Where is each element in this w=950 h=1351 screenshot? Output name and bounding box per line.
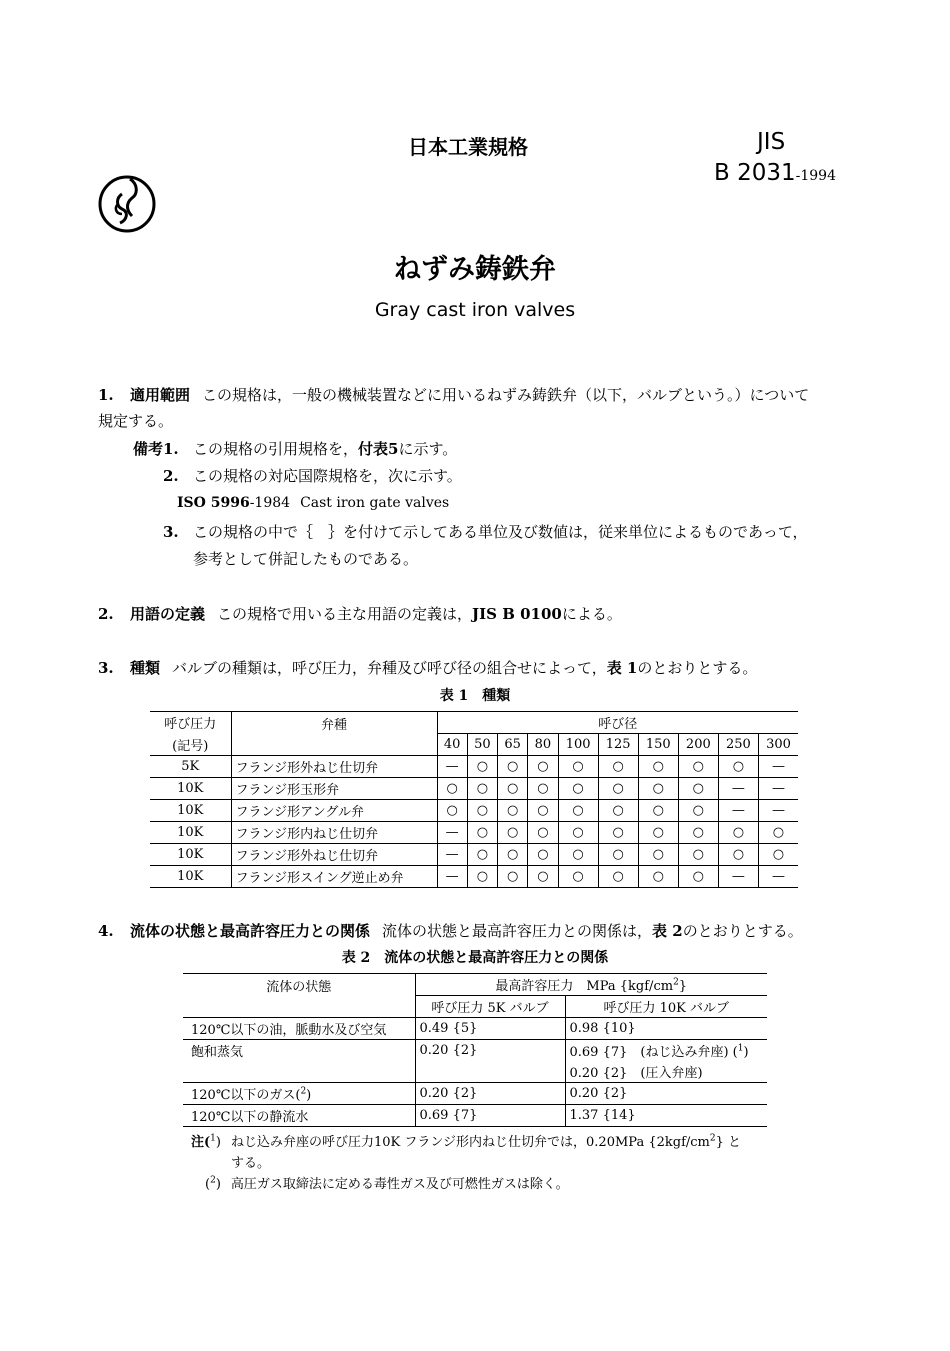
cell-pressure: 10K — [150, 844, 231, 866]
th-nominal-diameter: 呼び径 — [437, 712, 798, 734]
note-1-cont: する。 — [231, 1156, 271, 1171]
cell-availability: ○ — [638, 844, 678, 866]
th-size: 65 — [498, 734, 528, 756]
table-1 — [150, 711, 798, 888]
remark-2: 2. この規格の対応国際規格を，次に示す。 — [163, 467, 462, 485]
table-row — [150, 800, 798, 822]
cell-availability: ○ — [718, 844, 758, 866]
cell-availability: ○ — [638, 756, 678, 778]
cell-availability: ○ — [598, 778, 638, 800]
cell-valve-type: フランジ形玉形弁 — [231, 778, 437, 800]
cell-availability: ○ — [678, 866, 718, 888]
cell-availability: ○ — [638, 800, 678, 822]
cell-availability: ○ — [467, 844, 497, 866]
cell-availability: ○ — [437, 800, 467, 822]
title-ja: ねずみ鋳鉄弁 — [394, 254, 556, 285]
cell-availability: ○ — [498, 756, 528, 778]
th-size: 150 — [638, 734, 678, 756]
cell-availability: — — [437, 822, 467, 844]
jis-mark-logo — [96, 174, 158, 234]
cell-availability: ○ — [467, 866, 497, 888]
title-en: Gray cast iron valves — [374, 299, 576, 321]
cell-availability: ○ — [528, 844, 558, 866]
cell-availability: ○ — [558, 756, 598, 778]
note-1: 注($^1$) ねじ込み弁座の呼び圧力10K フランジ形内ねじ仕切弁では，0.20MPa $\{2kgf/cm^2\}$ と — [191, 1133, 742, 1150]
cell-availability: — — [718, 800, 758, 822]
cell-availability: — — [437, 844, 467, 866]
table-row — [150, 844, 798, 866]
th-size: 250 — [718, 734, 758, 756]
cell-availability: ○ — [638, 822, 678, 844]
cell-pressure: 10K — [150, 866, 231, 888]
cell-availability: ○ — [528, 756, 558, 778]
th-size: 50 — [467, 734, 497, 756]
cell-availability: ○ — [718, 822, 758, 844]
table-row: 0.20 {2} (圧入弁座) — [183, 1061, 767, 1083]
cell-availability: ○ — [558, 866, 598, 888]
cell-availability: — — [718, 778, 758, 800]
cell-availability: ○ — [528, 822, 558, 844]
th-size: 80 — [528, 734, 558, 756]
cell-pressure: 10K — [150, 778, 231, 800]
cell-availability: ○ — [528, 778, 558, 800]
th-symbol: (記号) — [150, 734, 231, 756]
cell-valve-type: フランジ形外ねじ仕切弁 — [231, 844, 437, 866]
table-row: 120℃以下の油，脈動水及び空気 0.49 {5} 0.98 {10} — [183, 1018, 767, 1040]
cell-valve-type: フランジ形スイング逆止め弁 — [231, 866, 437, 888]
th-size: 125 — [598, 734, 638, 756]
remark-1: 備考1. この規格の引用規格を，付表5に示す。 — [133, 440, 458, 458]
remark-3-cont: 参考として併記したものである。 — [193, 550, 419, 568]
table-row — [150, 866, 798, 888]
cell-availability: ○ — [528, 800, 558, 822]
cell-availability: ○ — [772, 825, 785, 840]
cell-availability: — — [437, 756, 467, 778]
cell-availability: ○ — [678, 778, 718, 800]
iso-reference: ISO 5996-1984 Cast iron gate valves — [177, 495, 450, 511]
cell-availability: ○ — [772, 847, 785, 862]
cell-availability: ○ — [558, 800, 598, 822]
remark-3: 3. この規格の中で｛ ｝を付けて示してある単位及び数値は，従来単位によるものであって， — [163, 523, 808, 541]
note-2: ($^2$) 高圧ガス取締法に定める毒性ガス及び可燃性ガスは除く。 — [205, 1175, 569, 1192]
cell-availability: ○ — [467, 800, 497, 822]
table-row — [150, 756, 798, 778]
cell-availability: ○ — [598, 822, 638, 844]
cell-availability: — — [771, 803, 785, 818]
table-row — [150, 778, 798, 800]
cell-availability: ○ — [528, 866, 558, 888]
cell-pressure: 10K — [150, 822, 231, 844]
standard-number: B 2031-1994 — [714, 160, 836, 186]
section-4: 4. 流体の状態と最高許容圧力との関係 流体の状態と最高許容圧力との関係は，表 2のとおりとする。 — [98, 922, 803, 940]
section-1-cont: 規定する。 — [98, 412, 174, 430]
cell-availability: ○ — [718, 756, 758, 778]
cell-availability: — — [771, 781, 785, 796]
table-row: 120℃以下の静流水 0.69 {7} 1.37 {14} — [183, 1105, 767, 1127]
cell-availability: ○ — [498, 800, 528, 822]
cell-availability: — — [771, 869, 785, 884]
cell-availability: ○ — [558, 844, 598, 866]
cell-availability: — — [437, 866, 467, 888]
cell-availability: ○ — [467, 756, 497, 778]
cell-valve-type: フランジ形内ねじ仕切弁 — [231, 822, 437, 844]
cell-pressure: 10K — [150, 800, 231, 822]
cell-availability: ○ — [598, 756, 638, 778]
cell-valve-type: フランジ形外ねじ仕切弁 — [231, 756, 437, 778]
cell-pressure: 5K — [150, 756, 231, 778]
cell-availability: ○ — [678, 800, 718, 822]
cell-availability: ○ — [498, 822, 528, 844]
cell-availability: — — [771, 759, 785, 774]
cell-availability: ○ — [638, 778, 678, 800]
section-1: 1. 適用範囲 この規格は，一般の機械装置などに用いるねずみ鋳鉄弁（以下，バルブという。）について — [98, 386, 810, 404]
table-1-caption: 表 1 種類 — [439, 688, 511, 704]
th-fluid-state: 流体の状態 — [183, 974, 415, 1018]
cell-availability: ○ — [638, 866, 678, 888]
table-2-caption: 表 2 流体の状態と最高許容圧力との関係 — [341, 950, 609, 966]
section-3: 3. 種類 バルブの種類は，呼び圧力，弁種及び呼び径の組合せによって，表 1のとおりとする。 — [98, 659, 758, 677]
table-row — [150, 822, 798, 844]
cell-availability: ○ — [558, 822, 598, 844]
cell-availability: ○ — [678, 822, 718, 844]
th-size: 40 — [437, 734, 467, 756]
cell-availability: ○ — [598, 866, 638, 888]
table-row: 飽和蒸気 0.20 {2} 0.69 {7} (ねじ込み弁座) ($^1$) — [183, 1040, 767, 1062]
cell-availability: ○ — [467, 822, 497, 844]
cell-availability: ○ — [498, 866, 528, 888]
cell-availability: ○ — [498, 844, 528, 866]
cell-availability: ○ — [437, 778, 467, 800]
section-2: 2. 用語の定義 この規格で用いる主な用語の定義は，JIS B 0100による。 — [98, 605, 622, 623]
jis-label: JIS — [757, 129, 786, 155]
cell-availability: ○ — [498, 778, 528, 800]
cell-availability: — — [718, 866, 758, 888]
th-5k-valve: 呼び圧力 5K バルブ — [415, 996, 565, 1018]
th-size: 300 — [766, 737, 791, 752]
cell-availability: ○ — [678, 756, 718, 778]
th-max-pressure: 最高許容圧力 MPa $\{kgf/cm^2\}$ — [415, 974, 767, 996]
table-row: 120℃以下のガス($^2$) 0.20 {2} 0.20 {2} — [183, 1083, 767, 1105]
cell-availability: ○ — [678, 844, 718, 866]
cell-availability: ○ — [598, 844, 638, 866]
table-2 — [183, 973, 767, 1127]
cell-availability: ○ — [558, 778, 598, 800]
th-pressure: 呼び圧力 — [150, 712, 231, 734]
th-size: 100 — [558, 734, 598, 756]
cell-availability: ○ — [467, 778, 497, 800]
th-10k-valve: 呼び圧力 10K バルブ — [603, 1001, 730, 1016]
th-valve-type: 弁種 — [231, 712, 437, 756]
org-title: 日本工業規格 — [408, 135, 528, 159]
th-size: 200 — [678, 734, 718, 756]
cell-valve-type: フランジ形アングル弁 — [231, 800, 437, 822]
cell-availability: ○ — [598, 800, 638, 822]
